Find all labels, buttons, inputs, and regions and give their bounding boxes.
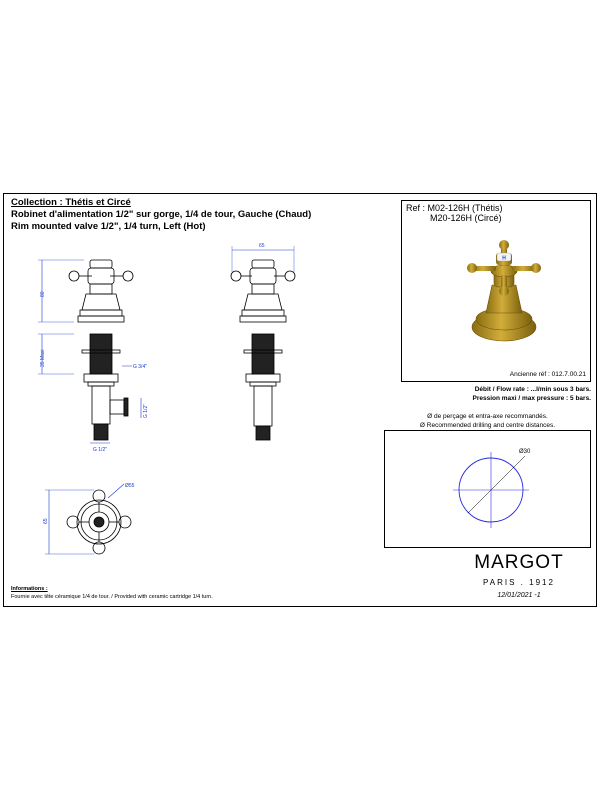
top-view <box>45 484 131 554</box>
dimension-depth: 65 <box>43 518 49 524</box>
drilling-label-fr: Ø de perçage et entra-axe recommandés. <box>427 413 548 420</box>
product-title-en: Rim mounted valve 1/2", 1/4 turn, Left (Hot) <box>11 221 206 232</box>
brand-name: MARGOT <box>474 552 564 573</box>
reference-box <box>401 200 591 382</box>
reference-line-2: M20-126H (Circé) <box>430 213 502 223</box>
drilling-diagram <box>385 431 592 549</box>
info-text: Fournie avec tête céramique 1/4 de tour. / Provided with ceramic cartridge 1/4 turn. <box>11 594 213 600</box>
flow-rate: Débit / Flow rate : ...l/min sous 3 bars. <box>474 386 591 393</box>
brand-subtitle: PARIS . 1912 <box>483 578 555 587</box>
technical-drawings <box>4 194 384 574</box>
dimension-width: 65 <box>259 243 265 249</box>
old-reference: Ancienne réf : 012.7.00.21 <box>509 370 586 378</box>
product-title-fr: Robinet d'alimentation 1/2" sur gorge, 1/4 de tour, Gauche (Chaud) <box>11 209 312 220</box>
svg-text:H: H <box>502 255 506 262</box>
dimension-height: 80 <box>40 291 46 297</box>
drilling-label-en: Ø Recommended drilling and centre distances. <box>419 422 556 429</box>
collection-title: Collection : Thétis et Circé <box>11 197 131 208</box>
technical-sheet <box>3 193 597 607</box>
dimension-base-diameter: Ø55 <box>125 483 135 489</box>
dimension-thread-bottom: G 1/2" <box>93 447 108 453</box>
dimension-thread-top: G 3/4" <box>133 364 148 370</box>
info-title: Informations : <box>11 586 48 592</box>
front-view <box>38 260 141 443</box>
reference-line-1: Ref : M02-126H (Thétis) <box>406 203 503 213</box>
document-date: 12/01/2021 -1 <box>497 592 541 599</box>
specs-block <box>401 385 591 403</box>
dimension-thread-side: G 1/2" <box>143 403 149 418</box>
drilling-diameter: Ø30 <box>519 449 531 455</box>
max-pressure: Pression maxi / max pressure : 5 bars. <box>472 395 591 402</box>
product-image <box>402 201 592 383</box>
dimension-thread-length: 35 Maxi <box>40 349 46 367</box>
drilling-diagram-box <box>384 430 591 548</box>
side-view <box>231 246 295 440</box>
